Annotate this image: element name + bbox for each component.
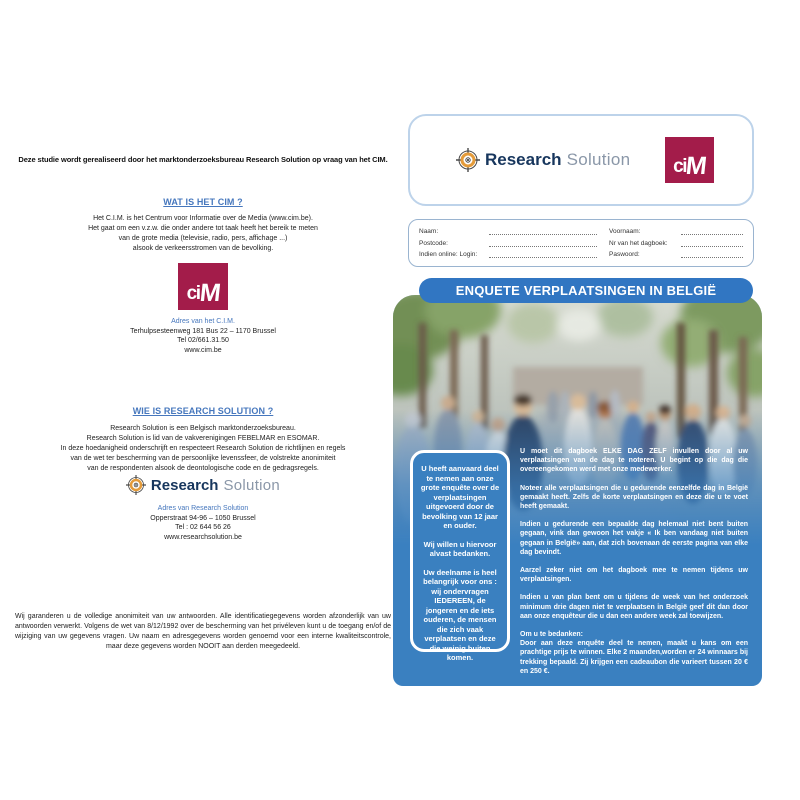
rs-description [15, 424, 391, 474]
instruction-paragraph: Indien u gedurende een bepaalde dag helemaal niet bent buiten gegaan, vink dan gewoon het vakje « Ik ben vandaag niet buiten gegaan in België» aan, dat zich bovenaan de eerste pagina van elke dag bevindt. [520, 521, 748, 556]
target-icon [126, 475, 146, 495]
intro-box-text: de jongeren en de iets ouderen, de mensen die zich vaak verplaatsen en deze die weinig buiten komen. [423, 596, 497, 662]
rs-logo-word-research: Research [485, 150, 562, 169]
paswoord-field [681, 250, 743, 258]
dagboeknummer-label: Nr van het dagboek: [609, 239, 668, 247]
rs-logo-word-research: Research [150, 476, 219, 494]
dagboeknummer-field [681, 239, 743, 247]
rs-description-line: van de respondenten alsook de deontologische code en de gedragsregels. [87, 465, 319, 472]
rs-address-line: Opperstraat 94-96 – 1050 Brussel [150, 514, 256, 522]
cim-logo [665, 137, 714, 183]
voornaam-field [681, 227, 743, 235]
logos-card [408, 114, 754, 206]
cim-description [15, 214, 391, 254]
privacy-guarantee-paragraph: Wij garanderen u de volledige anonimiteit van uw antwoorden. Alle identificatiegegevens worden afzonderlijk van uw antwoorden verwerkt. Volgens de wet van 8/12/1992 over de bescherming van het privéleven kunt u de toegang en/of de wijziging van uw gegevens vragen. Uw naam en adresgegevens worden genoemd voor een interne kwaliteitscontrole, maar deze gegevens worden NOOIT aan derden meegedeeld. [15, 613, 391, 650]
intro-box-paragraph: U heeft aanvaard deel te nemen aan onze grote enquête over de verplaatsingen uitgevoerd door de bevolking van 12 jaar en ouder. [420, 464, 500, 530]
rs-address-label: Adres van Research Solution [157, 505, 249, 512]
login-label: Indien online: Login: [419, 251, 478, 259]
cim-logo-text: M [198, 279, 221, 307]
diary-instructions [520, 447, 748, 685]
intro-box-paragraph [418, 568, 502, 663]
naam-field [489, 227, 597, 235]
rs-address-line: Tel : 02 644 56 26 [175, 524, 231, 532]
instruction-paragraph: Noteer alle verplaatsingen die u gedurende eenzelfde dag in België gemaakt heeft. Zelfs de korte verplaatsingen en deze die u te voet heeft gemaakt. [520, 484, 748, 511]
intro-box-emphasis: IEDEREEN, [434, 596, 475, 605]
participation-intro-box [410, 450, 510, 662]
paswoord-label: Paswoord: [609, 251, 640, 259]
rs-description-line: van de wet ter bescherming van de persoonlijke levenssfeer, de volstrekte anonimiteit [70, 455, 336, 462]
intro-box-text: Uw deelname is heel belangrijk voor ons : wij ondervragen [423, 567, 497, 596]
instruction-text: invullen door al uw verplaatsingen van de dag te noteren. U begint op die dag die overeengekomen werd met onze medewerker. [520, 448, 748, 474]
cim-logo-text: M [684, 152, 708, 180]
instruction-text: Door aan deze enquête deel te nemen, maakt u kans om een prachtige prijs te winnen. Elke 2 maanden,worden er 24 winnaars bij trekking bepaald. Zij krijgen een cadeaubon die varieert tussen 20 € en 250 €. [520, 640, 748, 675]
heading-wie-is-research-solution: WIE IS RESEARCH SOLUTION ? [132, 406, 274, 416]
naam-label: Naam: [419, 227, 439, 235]
heading-wat-is-het-cim: WAT IS HET CIM ? [163, 197, 243, 207]
research-solution-logo [126, 475, 280, 495]
research-solution-logo [456, 148, 630, 172]
instruction-paragraph: Aarzel zeker niet om het dagboek mee te nemen tijdens uw verplaatsingen. [520, 567, 748, 584]
cim-website-link: www.cim.be [184, 346, 222, 354]
form-row [419, 239, 743, 248]
instruction-emphasis: ELKE DAG ZELF [602, 448, 667, 455]
rs-description-line: Research Solution is lid van de vakverenigingen FEBELMAR en ESOMAR. [86, 435, 320, 442]
rs-logo-word-solution: Solution [566, 150, 631, 169]
reward-heading: Om u te bedanken: [520, 631, 584, 639]
postcode-field [489, 239, 597, 247]
intro-box-thanks: Wij willen u hiervoor alvast bedanken. [423, 539, 497, 558]
study-intro-line: Deze studie wordt gerealiseerd door het marktonderzoeksbureau Research Solution op vraag van het CIM. [18, 155, 388, 164]
rs-description-line: Research Solution is een Belgisch marktonderzoeksbureau. [110, 425, 296, 432]
rs-logo-word-solution: Solution [223, 476, 281, 494]
cim-description-line: Het C.I.M. is het Centrum voor Informatie over de Media (www.cim.be). [93, 215, 313, 222]
cim-logo-text: ci [186, 283, 200, 304]
target-icon [456, 148, 480, 172]
cim-description-line: van de grote media (televisie, radio, pers, affichage ...) [118, 235, 288, 242]
cim-address-line: Terhulpsesteenweg 181 Bus 22 – 1170 Brussel [130, 327, 276, 335]
cim-description-line: alsook de verkeersstromen van de bevolking. [132, 245, 274, 252]
rs-logo-block [15, 475, 391, 495]
cim-address-line: Tel 02/661.31.50 [177, 337, 229, 345]
rs-address-block [15, 504, 391, 542]
cim-logo [178, 263, 228, 310]
login-field [489, 250, 597, 258]
survey-info-panel [393, 295, 762, 686]
participant-form [408, 219, 754, 267]
cim-logo-block [15, 263, 391, 310]
instruction-paragraph [520, 630, 748, 676]
cim-address-block [15, 317, 391, 355]
instruction-paragraph [520, 447, 748, 475]
cim-description-line: Het gaat om een v.z.w. die onder andere tot taak heeft het bereik te meten [88, 225, 318, 232]
cim-address-label: Adres van het C.I.M. [171, 318, 235, 325]
form-row [419, 250, 743, 259]
instruction-text: U moet dit dagboek [520, 448, 603, 455]
rs-website-link: www.researchsolution.be [164, 533, 242, 541]
voornaam-label: Voornaam: [609, 227, 641, 235]
survey-title-banner: ENQUETE VERPLAATSINGEN IN BELGIË [419, 278, 753, 303]
form-row [419, 227, 743, 236]
rs-description-line: In deze hoedanigheid onderschrijft en respecteert Research Solution de richtlijnen en regels [60, 445, 346, 452]
instruction-paragraph: Indien u van plan bent om u tijdens de week van het onderzoek minimum drie dagen niet te verplaatsen in België geef dit dan door aan onze enquêteur die u dan een andere week zal toewijzen. [520, 594, 748, 620]
cim-logo-text: ci [673, 156, 687, 177]
postcode-label: Postcode: [419, 239, 448, 247]
